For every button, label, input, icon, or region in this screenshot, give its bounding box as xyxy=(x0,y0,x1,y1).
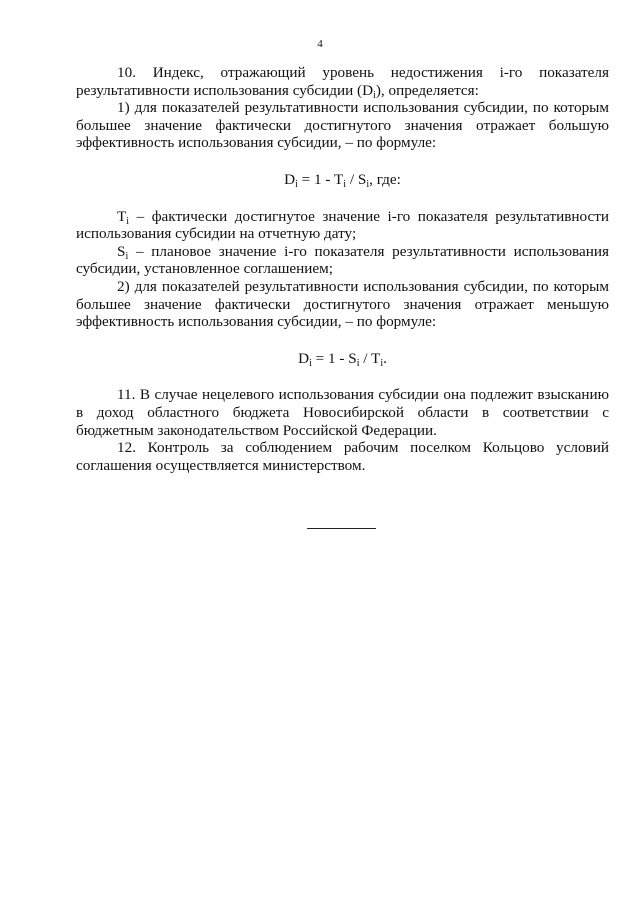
definition-s: $S_i$ – плановое значение i-го показателя результативности использования субсидии, установленное соглашением; xyxy=(76,242,609,278)
paragraph-10-tail: ), определяется: xyxy=(375,81,479,99)
paragraph-10-1: 1) для показателей результативности использования субсидии, по которым большее значение фактически достигнутого значения отражает большую эффективность использования субсидии, – по формуле: xyxy=(76,99,609,152)
subscript-i: i xyxy=(373,89,376,101)
formula-1: $D_i = 1 - T_i / S_i$, где: xyxy=(284,170,401,190)
page-number: 4 xyxy=(317,38,323,50)
paragraph-10-text: 10. Индекс, отражающий уровень недостижения i-го показателя результативности использования субсидии (D xyxy=(76,64,609,99)
end-separator-line xyxy=(307,528,376,529)
formula-2: $D_i = 1 - S_i / T_i$. xyxy=(298,349,387,369)
paragraph-11: 11. В случае нецелевого использования субсидии она подлежит взысканию в доход областного бюджета Новосибирской области в соответствии с бюджетным законодательством Российской Федерации. xyxy=(76,386,609,439)
document-body xyxy=(76,64,609,474)
paragraph-10-2: 2) для показателей результативности использования субсидии, по которым большее значение фактически достигнутого значения отражает меньшую эффективность использования субсидии, – по формуле: xyxy=(76,277,609,331)
paragraph-12: 12. Контроль за соблюдением рабочим поселком Кольцово условий соглашения осуществляется министерством. xyxy=(76,439,609,474)
paragraph-10 xyxy=(76,64,609,99)
definition-t: $T_i$ – фактически достигнутое значение i-го показателя результативности использования субсидии на отчетную дату; xyxy=(76,207,609,243)
